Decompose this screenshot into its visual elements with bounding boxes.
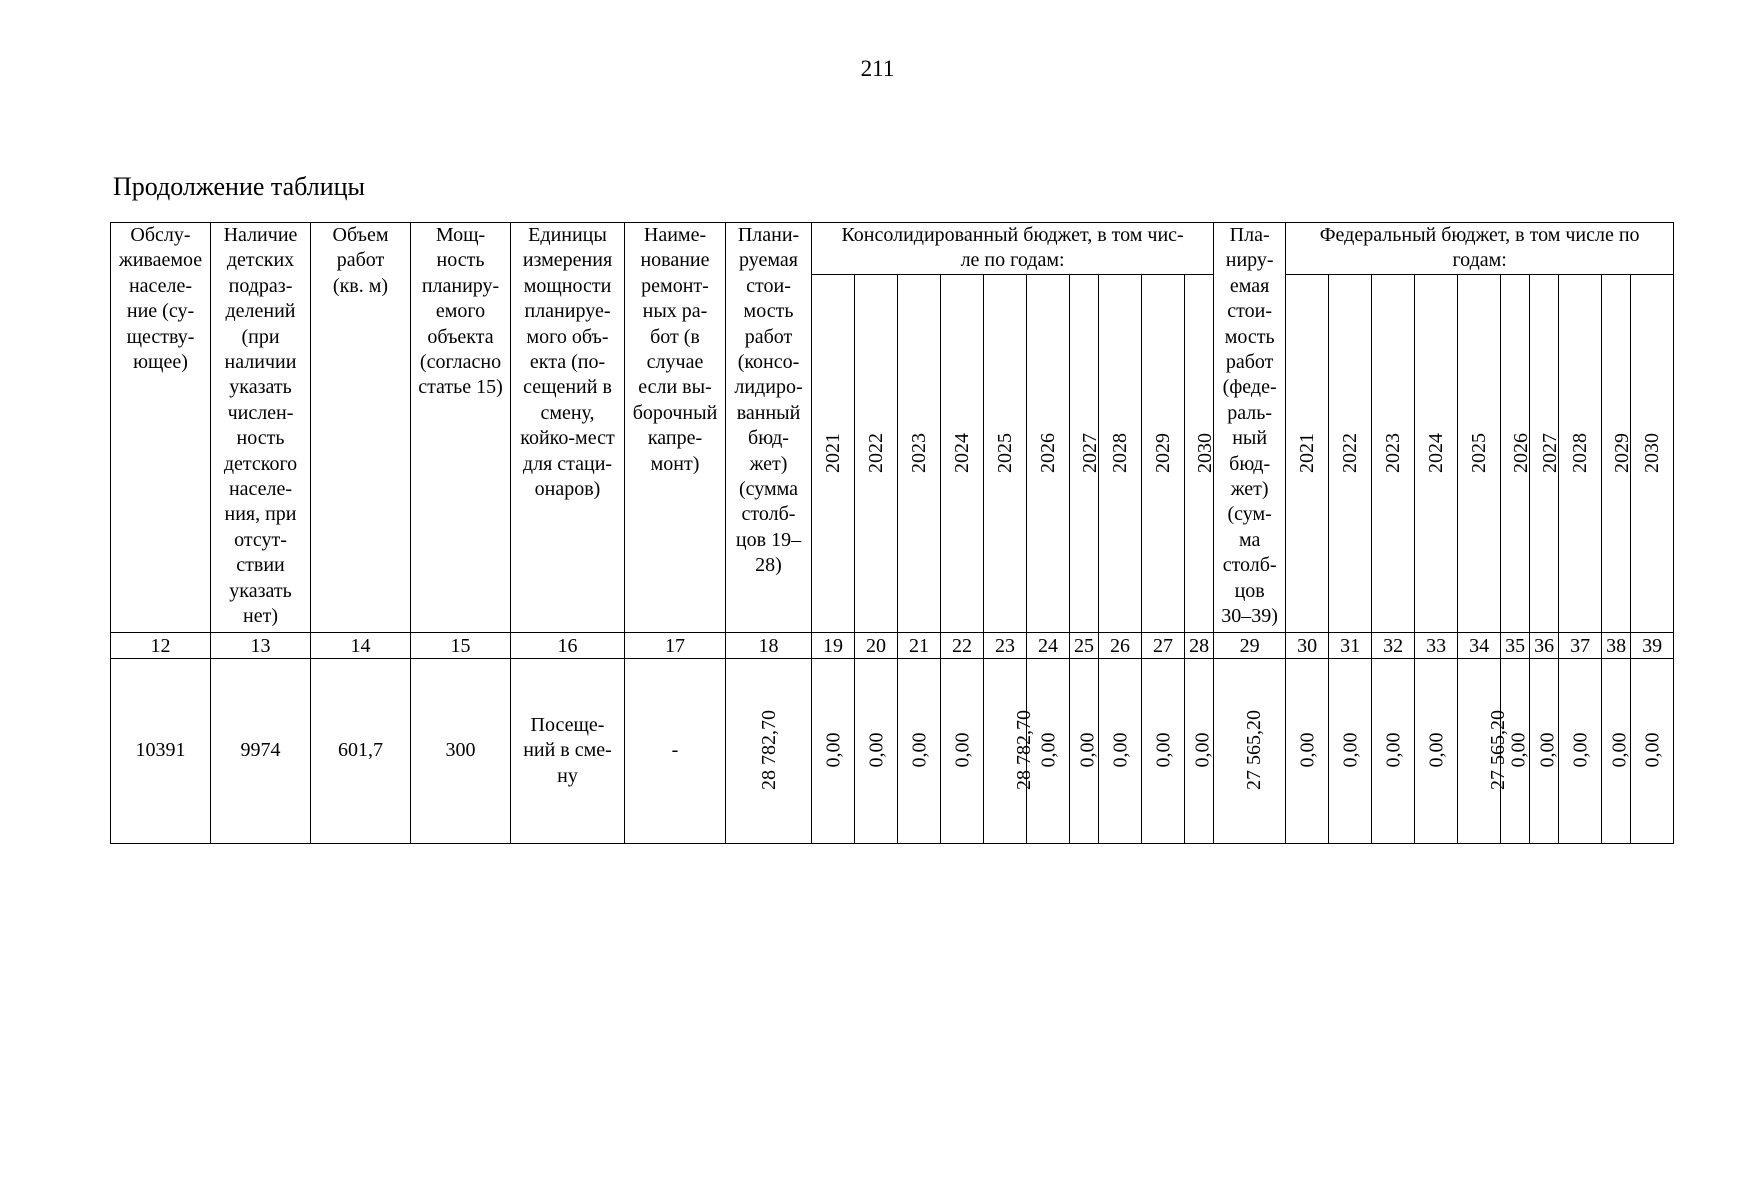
column-number-row [111,633,1674,659]
consolidated-year-cell [1070,659,1099,844]
year-cell [1631,275,1674,633]
consolidated-year-value: 28 782,70 [1013,710,1035,791]
column-number: 16 [511,633,625,659]
column-number: 17 [625,633,726,659]
consolidated-year-value: 0,00 [1109,732,1131,768]
federal-year-value: 0,00 [1425,732,1448,768]
table-row [111,659,1674,844]
column-number: 15 [411,633,511,659]
column-number: 26 [1099,633,1142,659]
header-repair-works: Наиме- нование ремонт- ных ра- бот (в случае если вы- борочный капре- монт) [625,223,726,633]
page-number: 211 [860,56,895,81]
header-federal-budget: Федеральный бюджет, в том числе по годам: [1286,223,1674,275]
consolidated-year-cell [941,659,984,844]
column-number: 36 [1530,633,1559,659]
capacity-units-cell: Посеще- ний в сме- ну [511,659,625,844]
federal-year-cell [1329,659,1372,844]
year-label: 2028 [1109,432,1131,473]
consolidated-year-cell [812,659,855,844]
year-cell [1458,275,1501,633]
year-label: 2021 [1296,432,1319,473]
consolidated-year-value: 0,00 [1037,732,1059,768]
header-capacity-units: Единицы измерения мощности планируе- мого объ- екта (по- сещений в смену, койко-мест для стаци- онаров) [511,223,625,633]
header-children-units: Наличие детских подраз- делений (при наличии указать числен- ность детского населе- ния, при отсут- ствии указать нет) [211,223,311,633]
year-cell [1602,275,1634,633]
federal-year-value: 0,00 [1382,732,1405,768]
year-cell [1501,275,1533,633]
consolidated-year-value: 0,00 [1191,732,1214,768]
year-label: 2022 [865,432,887,473]
federal-year-cell [1602,659,1631,844]
year-label: 2025 [1468,432,1491,473]
header-planned-cost-consolidated: Плани- руемая стои- мость работ (консо- лидиро- ванный бюд- жет) (сумма столб- цов 19– 28) [726,223,812,633]
planned-cost-federal-value: 27 565,20 [1243,710,1266,791]
year-cell [984,275,1027,633]
column-number: 13 [211,633,311,659]
capacity-cell: 300 [411,659,511,844]
year-label: 2024 [951,432,973,473]
served-population-cell: 10391 [111,659,211,844]
column-number: 35 [1501,633,1530,659]
consolidated-year-value: 0,00 [951,732,973,768]
year-label: 2021 [822,432,844,473]
planned-cost-consolidated-value: 28 782,70 [757,710,780,791]
federal-year-cell [1530,659,1559,844]
column-number: 21 [898,633,941,659]
column-number: 31 [1329,633,1372,659]
year-cell [1559,275,1602,633]
year-cell [1142,275,1185,633]
budget-table [110,222,1674,844]
year-cell [1099,275,1142,633]
header-planned-cost-federal: Пла- ниру- емая стои- мость работ (феде- раль- ный бюд- жет) (сум- ма столб- цов 30–39) [1214,223,1286,633]
header-consolidated-budget: Консолидированный бюджет, в том чис- ле по годам: [812,223,1214,275]
work-volume-cell: 601,7 [311,659,411,844]
federal-year-value: 0,00 [1608,732,1631,768]
consolidated-year-cell [1142,659,1185,844]
year-cell [1530,275,1562,633]
column-number: 14 [311,633,411,659]
consolidated-year-value: 0,00 [822,732,844,768]
column-number: 20 [855,633,898,659]
continuation-label: Продолжение таблицы [113,172,365,201]
column-number: 33 [1415,633,1458,659]
year-label: 2028 [1569,432,1592,473]
year-cell [1415,275,1458,633]
header-capacity: Мощ- ность планиру- емого объекта (согласно статье 15) [411,223,511,633]
column-number: 23 [984,633,1027,659]
column-number: 27 [1142,633,1185,659]
year-label: 2025 [994,432,1016,473]
federal-year-cell [1372,659,1415,844]
header-row [111,223,1674,275]
column-number: 29 [1214,633,1286,659]
consolidated-year-cell [898,659,941,844]
column-number: 32 [1372,633,1415,659]
consolidated-year-value: 0,00 [1152,732,1174,768]
column-number: 19 [812,633,855,659]
year-cell [855,275,898,633]
federal-year-cell [1631,659,1674,844]
year-label: 2030 [1194,432,1216,473]
year-label: 2027 [1539,432,1562,473]
year-label: 2026 [1510,432,1533,473]
planned-cost-consolidated-cell [726,659,812,844]
year-label: 2029 [1152,432,1174,473]
consolidated-year-value: 0,00 [1076,732,1099,768]
year-cell [1185,275,1214,633]
header-work-volume: Объем работ (кв. м) [311,223,411,633]
year-cell [1372,275,1415,633]
column-number: 38 [1602,633,1631,659]
year-label: 2023 [1382,432,1405,473]
year-cell [1027,275,1070,633]
column-number: 37 [1559,633,1602,659]
federal-year-value: 0,00 [1569,732,1592,768]
column-number: 39 [1631,633,1674,659]
year-cell [1286,275,1329,633]
children-units-cell: 9974 [211,659,311,844]
column-number: 30 [1286,633,1329,659]
year-cell [1070,275,1099,633]
year-label: 2030 [1641,432,1664,473]
year-label: 2024 [1425,432,1448,473]
year-label: 2023 [908,432,930,473]
federal-year-value: 0,00 [1296,732,1319,768]
column-number: 18 [726,633,812,659]
column-number: 28 [1185,633,1214,659]
year-label: 2022 [1339,432,1362,473]
consolidated-year-cell [1099,659,1142,844]
consolidated-year-value: 0,00 [908,732,930,768]
column-number: 22 [941,633,984,659]
consolidated-year-cell [1185,659,1214,844]
federal-year-value: 0,00 [1339,732,1362,768]
consolidated-year-cell [855,659,898,844]
year-label: 2026 [1037,432,1059,473]
federal-year-value: 27 565,20 [1487,710,1510,791]
federal-year-cell [1286,659,1329,844]
year-cell [898,275,941,633]
column-number: 25 [1070,633,1099,659]
header-served-population: Обслу- живаемое населе- ние (су- ществу- ющее) [111,223,211,633]
federal-year-cell [1458,659,1510,844]
column-number: 24 [1027,633,1070,659]
consolidated-year-cell [984,659,1035,844]
federal-year-value: 0,00 [1641,732,1664,768]
year-label: 2027 [1079,432,1101,473]
year-cell [812,275,855,633]
federal-year-cell [1559,659,1602,844]
federal-year-value: 0,00 [1536,732,1559,768]
consolidated-year-value: 0,00 [865,732,887,768]
repair-works-cell: - [625,659,726,844]
federal-year-cell [1415,659,1458,844]
column-number: 34 [1458,633,1501,659]
year-cell [1329,275,1372,633]
planned-cost-federal-cell [1214,659,1286,844]
year-label: 2029 [1611,432,1634,473]
year-cell [941,275,984,633]
column-number: 12 [111,633,211,659]
federal-year-value: 0,00 [1507,732,1530,768]
